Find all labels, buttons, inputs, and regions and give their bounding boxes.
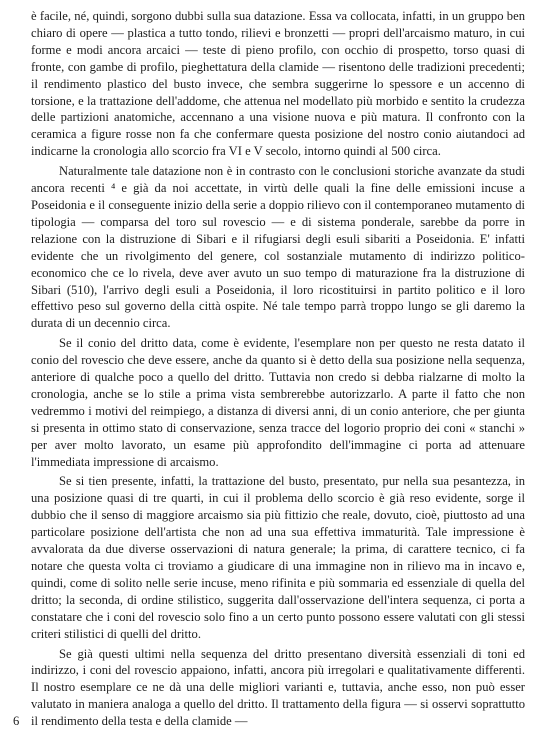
paragraph-4: Se si tien presente, infatti, la trattazione del busto, presentato, pur nella sua pesantezza, in una posizione quasi di tre quarti, in cui il problema dello scorcio è già reso evidente, sorge il dubbio che il senso di maggiore arcaismo sia più fittizio che reale, dovuto, cioè, piuttosto ad una particolare posizione dell'artista che non ad una sua effettiva immaturità. Tale impressione è avvalorata da due diverse osservazioni di natura generale; la prima, di carattere tecnico, ci fa notare che questa volta ci troviamo a giudicare di una immagine non in rilievo ma in incavo e, quindi, come di solito nelle serie incuse, meno rifinita e più sommaria ed essenziale di quella del dritto; la seconda, di ordine stilistico, suggerita dall'osservazione dell'intera sequenza, ci porta a constatare che i coni del rovescio solo fino a un certo punto possono essere valutati con gli stessi criteri stilistici di quelli del dritto. (31, 474, 525, 641)
paragraph-5: Se già questi ultimi nella sequenza del dritto presentano diversità essenziali di toni ed indirizzo, i coni del rovescio appaiono, infatti, ancora più irregolari e qualitativamente differenti. Il nostro esemplare ce ne dà una delle migliori varianti e, tuttavia, anche esso, non può esser valutato in maniera analoga a quello del dritto. Il trattamento della figura — si osservi soprattutto il rendimento della testa e della clamide — (31, 646, 525, 729)
paragraph-3: Se il conio del dritto data, come è evidente, l'esemplare non per questo ne resta datato il conio del rovescio che deve essere, anche da quanto si è detto della sua posizione nella sequenza, anteriore di qualche poco a quello del dritto. Tuttavia non credo si debba rialzarne di molto la cronologia, anche se lo stile a prima vista sembrerebbe autorizzarlo. A parte il fatto che non vedremmo i motivi del reimpiego, a distanza di diversi anni, di un conio anteriore, che per giunta si presenta in ottimo stato di conservazione, senza tracce del logorio proprio dei coni « stanchi » per aver molto lavorato, un esame più approfondito dell'immagine ci porta ad attenuare l'immediata impressione di arcaismo. (31, 336, 525, 469)
page-number: 6 (13, 714, 20, 728)
paragraph-1: è facile, né, quindi, sorgono dubbi sulla sua datazione. Essa va collocata, infatti, in un gruppo ben chiaro di opere — plastica a tutto tondo, rilievi e bronzetti — propri dell'arcaismo maturo, in cui forme e modi ancora arcaici — teste di pieno profilo, con occhio di prospetto, torso quasi di fronte, con gambe di profilo, pieghettatura della clamide — risentono delle tradizioni precedenti; il rendimento plastico del busto invece, che sembra suggerirne lo spessore e un accenno di torsione, e la trattazione dell'addome, che attenua nel modellato più morbido e sentito la crudezza delle partizioni anatomiche, accennano a una visione nuova e più matura. Il confronto con la ceramica a figure rosse non fa che confermare questa posizione del nostro conio aiutandoci ad indicarne la cronologia allo scorcio fra VI e V secolo, intorno quindi al 500 circa. (31, 9, 525, 159)
paragraph-2: Naturalmente tale datazione non è in contrasto con le conclusioni storiche avanzate da studi ancora recenti ⁴ e già da noi accettate, in virtù delle quali la fine delle emissioni incuse a Poseidonia e il conseguente inizio della serie a doppio rilievo con il contemporaneo mutamento di tipologia — comparsa del toro sul rovescio — e di sistema ponderale, sarebbe da porre in relazione con la distruzione di Sibari e il rifugiarsi degli esuli sibariti a Poseidonia. E' infatti evidente che un rivolgimento del genere, col sostanziale mutamento di indirizzo politico-economico che ce lo rivela, deve aver avuto un suo tempo di maturazione fra la distruzione di Sibari (510), l'arrivo degli esuli a Poseidonia, il loro ricostituirsi in partito politico e il loro effettivo peso sul governo della città ospite. Né tale tempo parrà troppo lungo se gli daremo la durata di un decennio circa. (31, 164, 525, 331)
body-text (31, 8, 525, 733)
